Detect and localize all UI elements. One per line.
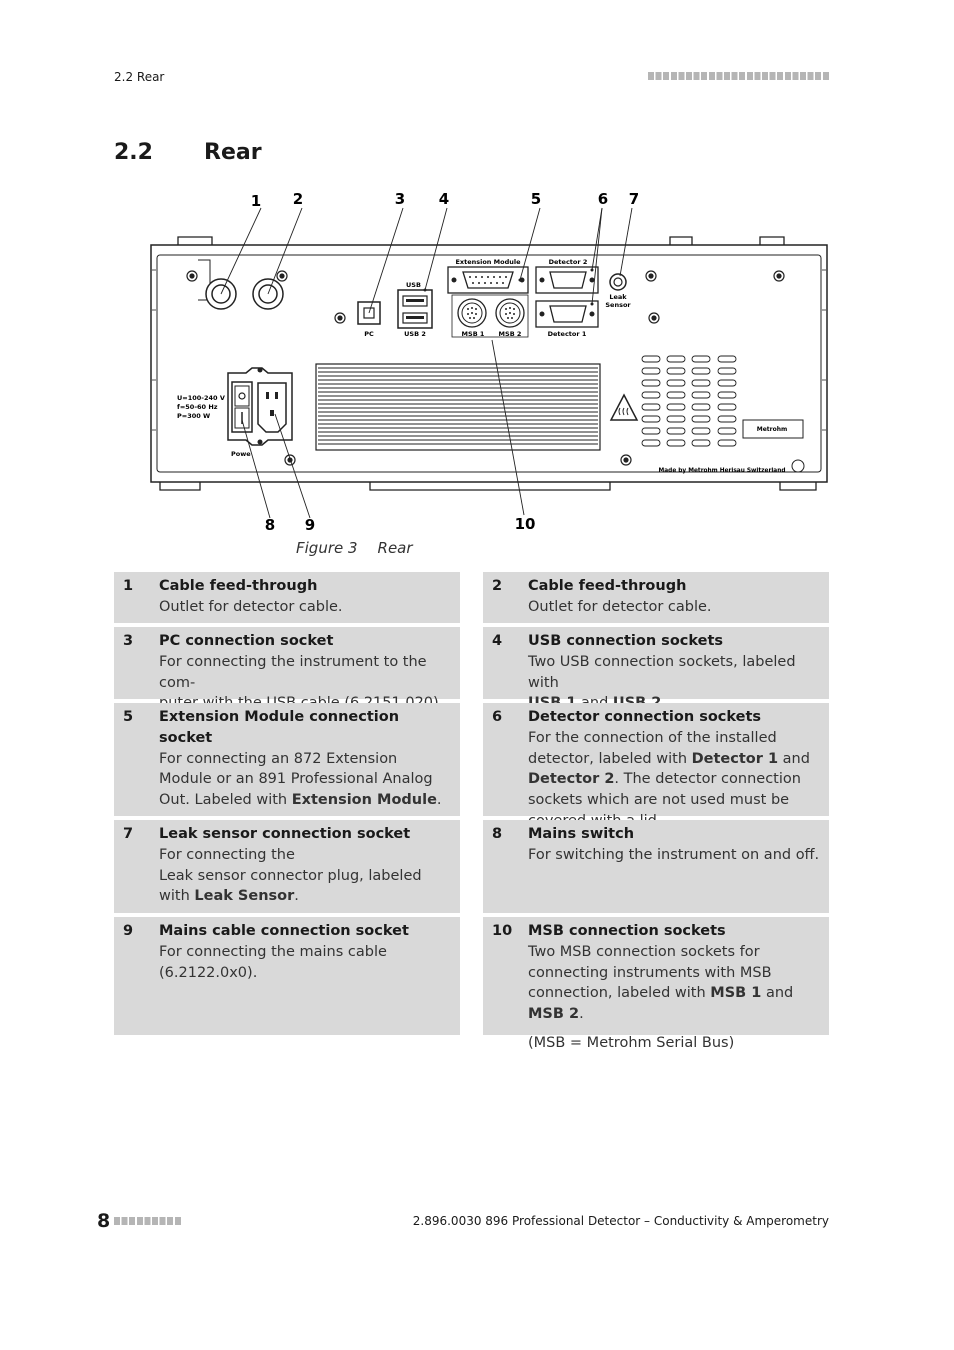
- type-plate: [743, 420, 803, 438]
- msb2-socket: [496, 299, 524, 327]
- vent-grille: [316, 364, 600, 450]
- extension-module-label: Extension Module: [455, 258, 521, 266]
- legend-number: 4: [492, 633, 503, 649]
- figure-caption: [296, 539, 433, 557]
- manufacturer-label: Made by Metrohm Herisau Switzerland: [658, 468, 786, 474]
- legend-number: 6: [492, 709, 503, 725]
- mains-cable-socket: [258, 383, 286, 432]
- legend-description: For connecting an 872 Extension Module or an 891 Professional Analog Out. Labeled with Extension Module.: [159, 750, 442, 809]
- callout-2: 2: [292, 190, 304, 208]
- page-number: 8: [97, 1210, 111, 1232]
- legend-description: Outlet for detector cable.: [528, 598, 712, 615]
- detector2-socket: [536, 267, 598, 293]
- brand-logo: Metrohm: [756, 426, 788, 433]
- callout-1: 1: [250, 192, 262, 210]
- legend-title: Cable feed-through: [159, 578, 318, 594]
- legend-item-2: [483, 572, 829, 623]
- legend-item-3: [114, 627, 460, 699]
- callout-10: 10: [514, 515, 536, 530]
- leak-sensor-socket: [610, 274, 626, 290]
- legend-description: Two USB connection sockets, labeled with: [528, 653, 796, 691]
- footer-decoration: [114, 1217, 181, 1225]
- legend-note: (MSB = Metrohm Serial Bus): [528, 1034, 735, 1051]
- footer-doc-title: 2.896.0030 896 Professional Detector – Conductivity & Amperometry: [412, 1214, 829, 1228]
- legend-title: USB connection sockets: [528, 633, 724, 649]
- power-label: Powe: [231, 450, 251, 458]
- callout-3: 3: [394, 190, 406, 208]
- legend-title: Extension Module connection socket: [159, 709, 400, 746]
- callout-9: 9: [304, 516, 316, 530]
- rear-panel-figure: [140, 180, 840, 530]
- legend-title: Mains switch: [528, 826, 635, 842]
- callout-6: 6: [597, 190, 609, 208]
- callout-7: 7: [628, 190, 640, 208]
- legend-title: Leak sensor connection socket: [159, 826, 411, 842]
- legend-description: Outlet for detector cable.: [159, 598, 343, 615]
- legend-description: Two MSB connection sockets for connecting instruments with MSB connection, labeled with MSB 1 and MSB 2.: [528, 943, 794, 1023]
- legend-item-8: [483, 820, 829, 913]
- cable-feed-through-2: [253, 279, 283, 309]
- frequency-label: f=50-60 Hz: [177, 403, 218, 411]
- leak-label-2: Sensor: [605, 301, 631, 309]
- legend-number: 2: [492, 578, 503, 594]
- legend-title: PC connection socket: [159, 633, 334, 649]
- mains-switch: [232, 382, 252, 432]
- legend-title: Cable feed-through: [528, 578, 687, 594]
- legend-number: 3: [123, 633, 134, 649]
- section-number: 2.2: [114, 140, 153, 165]
- legend-number: 1: [123, 578, 134, 594]
- legend-description: For the connection of the installed detector, labeled with Detector 1 and Detector 2. The detector connection sockets which are not used must be: [528, 729, 810, 809]
- legend-description-line-1: For connecting the: [159, 846, 295, 863]
- power-rating-label: P=300 W: [177, 412, 211, 420]
- section-title: Rear: [204, 140, 262, 165]
- detector1-socket: [536, 301, 598, 327]
- legend-number: 7: [123, 826, 134, 842]
- usb-sockets: [398, 290, 432, 328]
- legend-title: Detector connection sockets: [528, 709, 762, 725]
- usb2-label: USB 2: [404, 330, 426, 338]
- figure-title: Rear: [377, 539, 413, 557]
- legend-description-line-1: For connecting the instrument to the com-: [159, 653, 427, 691]
- legend-number: 8: [492, 826, 503, 842]
- detector2-label: Detector 2: [548, 258, 588, 266]
- legend-title: Mains cable connection socket: [159, 923, 409, 939]
- detector1-label: Detector 1: [547, 330, 587, 338]
- legend-item-10: [483, 917, 829, 1051]
- msb2-label: MSB 2: [498, 330, 522, 338]
- legend-item-6: [483, 703, 829, 816]
- leak-label-1: Leak: [609, 293, 627, 301]
- msb1-label: MSB 1: [461, 330, 485, 338]
- legend-item-9: [114, 917, 460, 1035]
- legend-number: 9: [123, 923, 134, 939]
- legend-item-1: [114, 572, 460, 623]
- callout-4: 4: [438, 190, 450, 208]
- legend-item-4: [483, 627, 829, 699]
- legend-description: For switching the instrument on and off.: [528, 846, 820, 863]
- voltage-label: U=100-240 V: [177, 394, 225, 402]
- legend-description: Leak sensor connector plug, labeled with Leak Sensor.: [159, 867, 422, 905]
- callout-8: 8: [264, 516, 276, 530]
- legend-number: 10: [492, 923, 513, 939]
- pc-label: PC: [364, 330, 374, 338]
- msb1-socket: [458, 299, 486, 327]
- legend-item-5: [114, 703, 460, 816]
- figure-label: Figure 3: [296, 539, 358, 557]
- legend-item-7: [114, 820, 460, 913]
- legend-number: 5: [123, 709, 134, 725]
- header-decoration: [648, 72, 829, 80]
- legend-title: MSB connection sockets: [528, 923, 726, 939]
- callout-5: 5: [530, 190, 542, 208]
- running-header: 2.2 Rear: [114, 70, 165, 84]
- recycle-icon: [792, 460, 804, 472]
- extension-module-socket: [448, 267, 528, 293]
- legend-description: For connecting the mains cable (6.2122.0x0).: [159, 943, 387, 981]
- usb-label: USB: [406, 281, 421, 289]
